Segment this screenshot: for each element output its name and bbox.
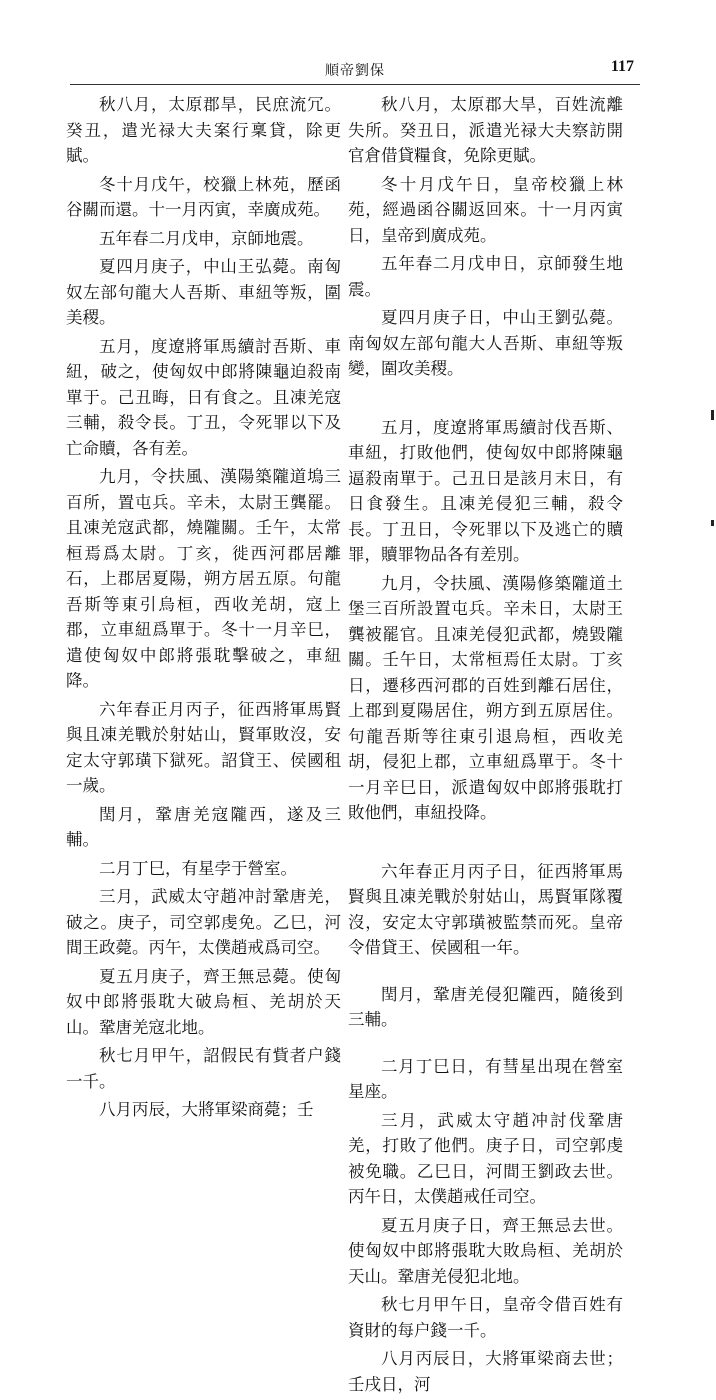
column-spacer (348, 829, 623, 859)
classical-paragraph: 三月，武威太守趙冲討鞏唐羌，破之。庚子，司空郭虔免。乙巳，河間王政薨。丙午，太僕趙戒爲司空。 (66, 887, 341, 957)
classical-paragraph: 九月，令扶風、漢陽築隴道塢三百所，置屯兵。辛未，太尉王龔罷。且凍羌寇武都，燒隴關。壬午，太常桓焉爲太尉。丁亥，徙西河郡居離石，上郡居夏陽，朔方居五原。句龍吾斯等東引烏桓，西收羌胡，寇上郡，立車紐爲單于。冬十一月辛巳，遣使匈奴中郎將張耽擊破之，車紐降。 (66, 467, 341, 690)
translation-paragraph: 六年春正月丙子日，征西將軍馬賢與且凍羌戰於射姑山，馬賢軍隊覆沒，安定太守郭璜被監禁而死。皇帝令借貸王、侯國租一年。 (348, 861, 623, 957)
translation-paragraph: 夏四月庚子日，中山王劉弘薨。南匈奴左部句龍大人吾斯、車紐等叛變，圍攻美稷。 (348, 308, 623, 378)
translation-column (348, 92, 623, 1400)
translation-paragraph: 五年春二月戊申日，京師發生地震。 (348, 254, 623, 299)
scan-edge-mark (711, 410, 714, 420)
running-title: 順帝劉保 (325, 63, 385, 79)
page-header (70, 58, 640, 82)
classical-paragraph: 二月丁巳，有星孛于營室。 (99, 858, 297, 878)
translation-paragraph: 三月，武威太守趙冲討伐鞏唐羌，打敗了他們。庚子日，司空郭虔被免職。乙巳日，河間王劉政去世。丙午日，太僕趙戒任司空。 (348, 1110, 623, 1206)
translation-paragraph: 二月丁巳日，有彗星出現在營室星座。 (348, 1056, 623, 1101)
classical-paragraph: 冬十月戊午，校獵上林苑，歷函谷關而還。十一月丙寅，幸廣成苑。 (66, 174, 341, 219)
translation-paragraph: 八月丙辰日，大將軍梁商去世；壬戌日，河 (348, 1349, 623, 1394)
classical-paragraph: 八月丙辰，大將軍梁商薨；壬 (99, 1100, 314, 1119)
translation-paragraph: 九月，令扶風、漢陽修築隴道土堡三百所設置屯兵。辛未日，太尉王龔被罷官。且凍羌侵犯武都，燒毀隴關。壬午日，太常桓焉任太尉。丁亥日，遷移西河郡的百姓到離石居住，上郡到夏陽居住，朔方到五原居住。句龍吾斯等往東引退烏桓，西收羌胡，侵犯上郡，立車紐爲單于。冬十一月辛巳日，派遣匈奴中郎將張耽打敗他們，車紐投降。 (348, 573, 623, 822)
translation-paragraph: 閏月，鞏唐羌侵犯隴西，隨後到三輔。 (348, 984, 623, 1029)
classical-paragraph: 秋八月，太原郡旱，民庶流冗。癸丑，遣光禄大夫案行稟貸，除更賦。 (66, 95, 341, 165)
translation-paragraph: 秋八月，太原郡大旱，百姓流離失所。癸丑日，派遣光禄大夫察訪開官倉借貸糧食，免除更賦。 (348, 95, 623, 165)
classical-paragraph: 閏月，鞏唐羌寇隴西，遂及三輔。 (66, 804, 341, 849)
header-rule (70, 84, 640, 85)
column-spacer (348, 385, 623, 415)
scan-edge-mark (711, 520, 714, 526)
page-number: 117 (610, 58, 634, 75)
classical-paragraph: 夏五月庚子，齊王無忌薨。使匈奴中郎將張耽大破烏桓、羌胡於天山。鞏唐羌寇北地。 (66, 966, 341, 1037)
translation-paragraph: 冬十月戊午日，皇帝校獵上林苑，經過函谷關返回來。十一月丙寅日，皇帝到廣成苑。 (348, 174, 623, 245)
translation-paragraph: 五月，度遼將軍馬續討伐吾斯、車紐，打敗他們，使匈奴中郎將陳龜逼殺南單于。己丑日是該月末日，有日食發生。且凍羌侵犯三輔，殺令長。丁丑日，令死罪以下及逃亡的贖罪，贖罪物品各有差別。 (348, 417, 623, 564)
translation-paragraph: 秋七月甲午日，皇帝令借百姓有資財的每户錢一千。 (348, 1295, 623, 1340)
column-spacer (348, 964, 623, 982)
classical-paragraph: 五月，度遼將軍馬續討吾斯、車紐，破之，使匈奴中郎將陳龜迫殺南單于。己丑晦，日有食之。且凍羌寇三輔，殺令長。丁丑，令死罪以下及亡命贖，各有差。 (66, 336, 341, 458)
translation-paragraph: 夏五月庚子日，齊王無忌去世。使匈奴中郎將張耽大敗烏桓、羌胡於天山。鞏唐羌侵犯北地。 (348, 1215, 623, 1286)
classical-text-column (66, 92, 341, 1126)
classical-paragraph: 秋七月甲午，詔假民有貲者户錢一千。 (66, 1046, 341, 1091)
classical-paragraph: 夏四月庚子，中山王弘薨。南匈奴左部句龍大人吾斯、車紐等叛，圍美稷。 (66, 257, 341, 327)
column-spacer (348, 1036, 623, 1054)
classical-paragraph: 六年春正月丙子，征西將軍馬賢與且凍羌戰於射姑山，賢軍敗沒，安定太守郭璜下獄死。詔貸王、侯國租一歲。 (66, 699, 341, 795)
classical-paragraph: 五年春二月戊申，京師地震。 (99, 228, 314, 248)
